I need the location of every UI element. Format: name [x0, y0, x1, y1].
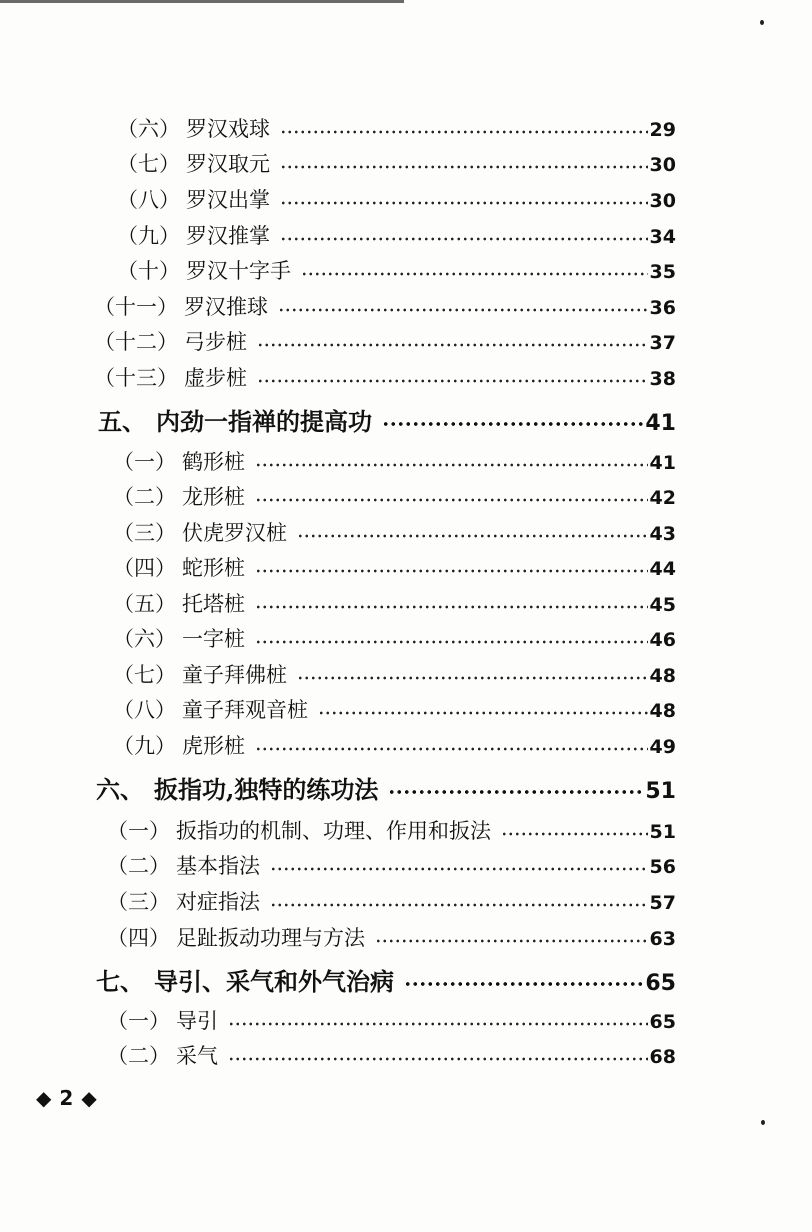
toc-entry — [117, 220, 676, 250]
entry-number: （二） — [113, 485, 176, 509]
dot-leader — [375, 939, 648, 943]
entry-number: （一） — [107, 1009, 170, 1033]
entry-title: 虚步桩 — [184, 366, 247, 390]
toc-entry — [113, 446, 676, 476]
toc-entry — [117, 148, 676, 178]
entry-number: （七） — [113, 663, 176, 687]
dot-leader — [301, 272, 648, 276]
entry-page: 51 — [649, 821, 676, 843]
entry-title: 采气 — [176, 1044, 218, 1068]
toc-entry — [107, 922, 676, 952]
toc-entry — [117, 113, 676, 143]
entry-title: 罗汉推球 — [184, 295, 268, 319]
page-footer — [36, 1086, 97, 1110]
entry-title: 对症指法 — [176, 890, 260, 914]
entry-page: 56 — [649, 856, 676, 878]
entry-number: （十三） — [94, 366, 178, 390]
dot-leader — [297, 534, 648, 538]
page-number: 2 — [59, 1086, 74, 1110]
entry-page: 48 — [649, 700, 676, 722]
chapter-heading — [98, 402, 676, 437]
dot-leader — [255, 463, 648, 467]
entry-number: （三） — [107, 890, 170, 914]
dot-leader — [255, 605, 648, 609]
entry-page: 30 — [649, 190, 676, 212]
entry-title: 弓步桩 — [184, 330, 247, 354]
dot-leader — [228, 1057, 648, 1061]
entry-page: 68 — [649, 1046, 676, 1068]
entry-page: 43 — [649, 523, 676, 545]
toc-entry — [117, 184, 676, 214]
entry-number: （十） — [117, 259, 180, 283]
toc-entry — [107, 815, 676, 845]
toc-entry — [113, 481, 676, 511]
top-rule — [0, 0, 404, 3]
entry-number: （一） — [107, 819, 170, 843]
toc-entry — [117, 255, 676, 285]
dot-leader — [257, 379, 648, 383]
entry-page: 36 — [649, 297, 676, 319]
entry-title: 伏虎罗汉桩 — [182, 521, 287, 545]
dot-leader — [280, 130, 648, 134]
entry-page: 63 — [649, 928, 676, 950]
entry-number: （八） — [117, 188, 180, 212]
toc-entry — [94, 291, 676, 321]
entry-title: 罗汉推掌 — [186, 224, 270, 248]
chapter-heading — [96, 770, 676, 805]
toc-entry — [113, 694, 676, 724]
toc-entry — [107, 1005, 676, 1035]
entry-title: 导引 — [176, 1009, 218, 1033]
entry-number: （九） — [117, 224, 180, 248]
chapter-title: 扳指功,独特的练功法 — [154, 775, 379, 804]
entry-page: 46 — [649, 629, 676, 651]
dot-leader — [255, 747, 648, 751]
dot-leader — [280, 201, 648, 205]
scan-speck — [760, 20, 764, 25]
entry-title: 虎形桩 — [182, 734, 245, 758]
dot-leader — [257, 343, 648, 347]
dot-leader — [280, 237, 648, 241]
entry-page: 38 — [649, 368, 676, 390]
dot-leader — [388, 790, 643, 794]
dot-leader — [228, 1022, 648, 1026]
toc-entry — [107, 850, 676, 880]
toc-entry — [94, 362, 676, 392]
entry-page: 45 — [649, 594, 676, 616]
scan-speck — [761, 1120, 765, 1125]
dot-leader — [404, 982, 643, 986]
chapter-page: 51 — [645, 779, 676, 804]
entry-title: 扳指功的机制、功理、作用和扳法 — [176, 819, 491, 843]
dot-leader — [255, 498, 648, 502]
entry-page: 35 — [649, 261, 676, 283]
dot-leader — [318, 711, 648, 715]
entry-page: 42 — [649, 487, 676, 509]
entry-number: （十一） — [94, 295, 178, 319]
chapter-page: 41 — [645, 411, 676, 436]
entry-title: 鹤形桩 — [182, 450, 245, 474]
entry-number: （七） — [117, 152, 180, 176]
ornament-left-icon: ◆ — [36, 1086, 52, 1110]
entry-page: 65 — [649, 1011, 676, 1033]
toc-entry — [113, 552, 676, 582]
toc-entry — [107, 886, 676, 916]
entry-title: 罗汉十字手 — [186, 259, 291, 283]
toc-entry — [113, 517, 676, 547]
chapter-number: 五、 — [98, 407, 146, 436]
entry-title: 基本指法 — [176, 854, 260, 878]
entry-number: （六） — [117, 117, 180, 141]
dot-leader — [297, 676, 648, 680]
entry-title: 罗汉出掌 — [186, 188, 270, 212]
entry-number: （二） — [107, 854, 170, 878]
entry-number: （四） — [107, 926, 170, 950]
chapter-number: 六、 — [96, 775, 144, 804]
chapter-title: 内劲一指禅的提高功 — [156, 407, 372, 436]
dot-leader — [255, 569, 648, 573]
dot-leader — [278, 308, 648, 312]
toc-entry — [107, 1040, 676, 1070]
entry-title: 足趾扳动功理与方法 — [176, 926, 365, 950]
entry-title: 托塔桩 — [182, 592, 245, 616]
dot-leader — [270, 867, 648, 871]
ornament-right-icon: ◆ — [81, 1086, 97, 1110]
toc-entry — [113, 659, 676, 689]
toc-entry — [113, 588, 676, 618]
toc-entry — [113, 623, 676, 653]
dot-leader — [280, 165, 648, 169]
chapter-number: 七、 — [96, 967, 144, 996]
entry-page: 44 — [649, 558, 676, 580]
entry-title: 罗汉取元 — [186, 152, 270, 176]
entry-title: 童子拜佛桩 — [182, 663, 287, 687]
entry-page: 49 — [649, 736, 676, 758]
chapter-title: 导引、采气和外气治病 — [154, 967, 394, 996]
entry-number: （九） — [113, 734, 176, 758]
entry-title: 龙形桩 — [182, 485, 245, 509]
entry-number: （六） — [113, 627, 176, 651]
entry-title: 蛇形桩 — [182, 556, 245, 580]
entry-number: （五） — [113, 592, 176, 616]
entry-title: 童子拜观音桩 — [182, 698, 308, 722]
toc-entry — [113, 730, 676, 760]
entry-title: 一字桩 — [182, 627, 245, 651]
entry-page: 37 — [649, 332, 676, 354]
entry-number: （十二） — [94, 330, 178, 354]
chapter-page: 65 — [645, 971, 676, 996]
dot-leader — [255, 640, 648, 644]
entry-page: 41 — [649, 452, 676, 474]
toc-entry — [94, 326, 676, 356]
dot-leader — [270, 903, 648, 907]
entry-number: （八） — [113, 698, 176, 722]
entry-page: 48 — [649, 665, 676, 687]
entry-page: 29 — [649, 119, 676, 141]
entry-title: 罗汉戏球 — [186, 117, 270, 141]
chapter-heading — [96, 962, 676, 997]
entry-number: （三） — [113, 521, 176, 545]
entry-number: （一） — [113, 450, 176, 474]
entry-page: 57 — [649, 892, 676, 914]
entry-page: 30 — [649, 154, 676, 176]
entry-page: 34 — [649, 226, 676, 248]
dot-leader — [501, 832, 648, 836]
dot-leader — [382, 422, 643, 426]
entry-number: （二） — [107, 1044, 170, 1068]
entry-number: （四） — [113, 556, 176, 580]
